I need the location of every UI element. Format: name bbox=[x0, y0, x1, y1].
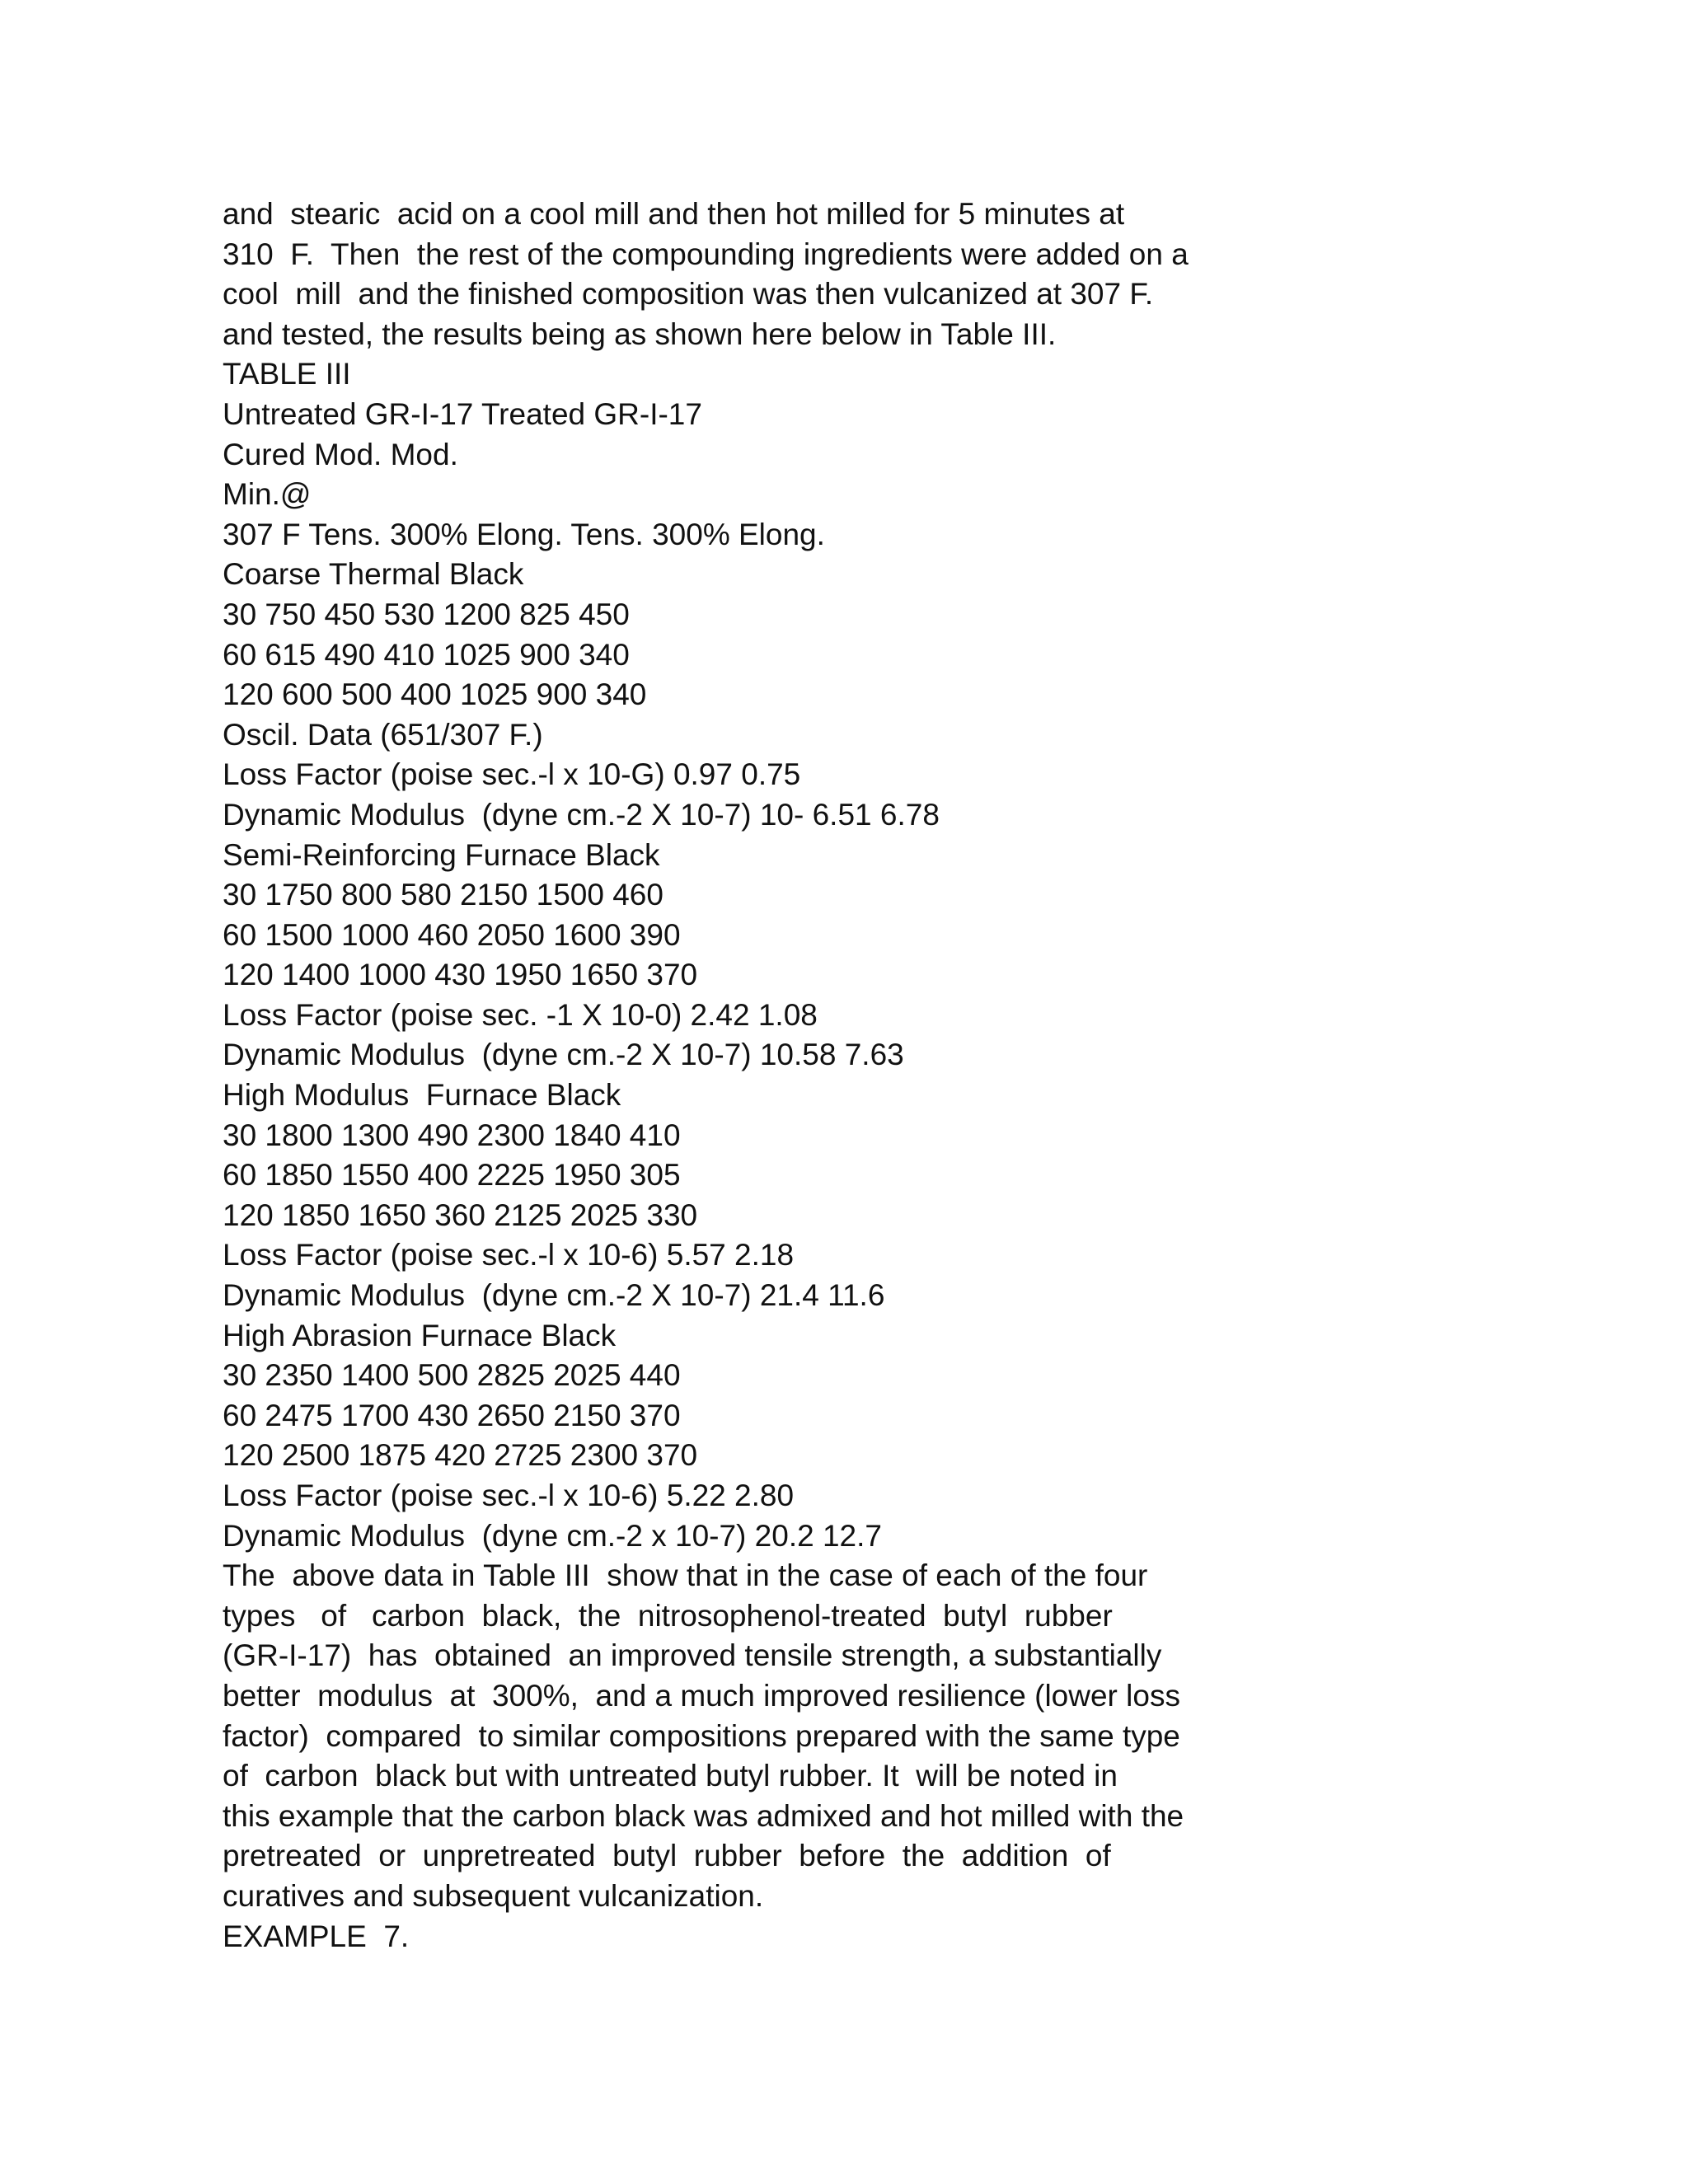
text-line: Oscil. Data (651/307 F.) bbox=[223, 717, 543, 752]
text-line: Cured Mod. Mod. bbox=[223, 437, 458, 471]
text-line: EXAMPLE 7. bbox=[223, 1919, 410, 1953]
text-line: 60 2475 1700 430 2650 2150 370 bbox=[223, 1398, 681, 1432]
text-line: 60 615 490 410 1025 900 340 bbox=[223, 637, 630, 672]
text-line: (GR-I-17) has obtained an improved tensile strength, a substantially bbox=[223, 1638, 1162, 1673]
text-line: and stearic acid on a cool mill and then hot milled for 5 minutes at bbox=[223, 197, 1125, 231]
text-line: 30 1800 1300 490 2300 1840 410 bbox=[223, 1118, 681, 1152]
text-line: 60 1850 1550 400 2225 1950 305 bbox=[223, 1158, 681, 1193]
text-line: 307 F Tens. 300% Elong. Tens. 300% Elong. bbox=[223, 517, 825, 551]
text-line: 120 600 500 400 1025 900 340 bbox=[223, 677, 647, 712]
text-line: 30 1750 800 580 2150 1500 460 bbox=[223, 878, 663, 912]
text-line: High Modulus Furnace Black bbox=[223, 1078, 621, 1113]
text-line: 30 2350 1400 500 2825 2025 440 bbox=[223, 1358, 681, 1393]
text-line: 120 1850 1650 360 2125 2025 330 bbox=[223, 1197, 698, 1232]
text-line: cool mill and the finished composition was then vulcanized at 307 F. bbox=[223, 277, 1154, 312]
text-line: Loss Factor (poise sec. -1 X 10-0) 2.42 1.08 bbox=[223, 997, 818, 1032]
text-line: 60 1500 1000 460 2050 1600 390 bbox=[223, 917, 681, 952]
text-line: The above data in Table III show that in the case of each of the four bbox=[223, 1558, 1148, 1593]
text-line: Loss Factor (poise sec.-l x 10-G) 0.97 0.75 bbox=[223, 757, 801, 792]
text-line: TABLE III bbox=[223, 357, 351, 391]
text-line: Dynamic Modulus (dyne cm.-2 X 10-7) 21.4 11.6 bbox=[223, 1278, 885, 1313]
text-line: Min.@ bbox=[223, 477, 312, 512]
text-line: Loss Factor (poise sec.-l x 10-6) 5.57 2.18 bbox=[223, 1238, 795, 1272]
text-line: of carbon black but with untreated butyl rubber. It will be noted in bbox=[223, 1759, 1118, 1793]
text-line: Dynamic Modulus (dyne cm.-2 X 10-7) 10.58 7.63 bbox=[223, 1038, 904, 1072]
document-body bbox=[223, 194, 1508, 1957]
text-line: Semi-Reinforcing Furnace Black bbox=[223, 837, 660, 872]
text-line: 30 750 450 530 1200 825 450 bbox=[223, 597, 630, 631]
text-line: better modulus at 300%, and a much improved resilience (lower loss bbox=[223, 1678, 1180, 1713]
text-line: Dynamic Modulus (dyne cm.-2 x 10-7) 20.2 12.7 bbox=[223, 1518, 882, 1553]
text-line: Untreated GR-I-17 Treated GR-I-17 bbox=[223, 396, 702, 431]
text-line: 310 F. Then the rest of the compounding ingredients were added on a bbox=[223, 237, 1189, 271]
text-line: types of carbon black, the nitrosophenol-treated butyl rubber bbox=[223, 1598, 1113, 1633]
text-line: and tested, the results being as shown here below in Table III. bbox=[223, 316, 1057, 351]
text-line: Coarse Thermal Black bbox=[223, 557, 524, 592]
text-line: 120 2500 1875 420 2725 2300 370 bbox=[223, 1438, 698, 1473]
text-line: 120 1400 1000 430 1950 1650 370 bbox=[223, 958, 698, 992]
text-line: curatives and subsequent vulcanization. bbox=[223, 1878, 764, 1913]
text-line: this example that the carbon black was admixed and hot milled with the bbox=[223, 1798, 1184, 1833]
text-line: pretreated or unpretreated butyl rubber before the addition of bbox=[223, 1839, 1111, 1873]
text-line: High Abrasion Furnace Black bbox=[223, 1318, 617, 1352]
text-line: Loss Factor (poise sec.-l x 10-6) 5.22 2.80 bbox=[223, 1479, 795, 1512]
text-line: factor) compared to similar compositions prepared with the same type bbox=[223, 1718, 1180, 1753]
text-line: Dynamic Modulus (dyne cm.-2 X 10-7) 10- 6.51 6.78 bbox=[223, 797, 940, 832]
